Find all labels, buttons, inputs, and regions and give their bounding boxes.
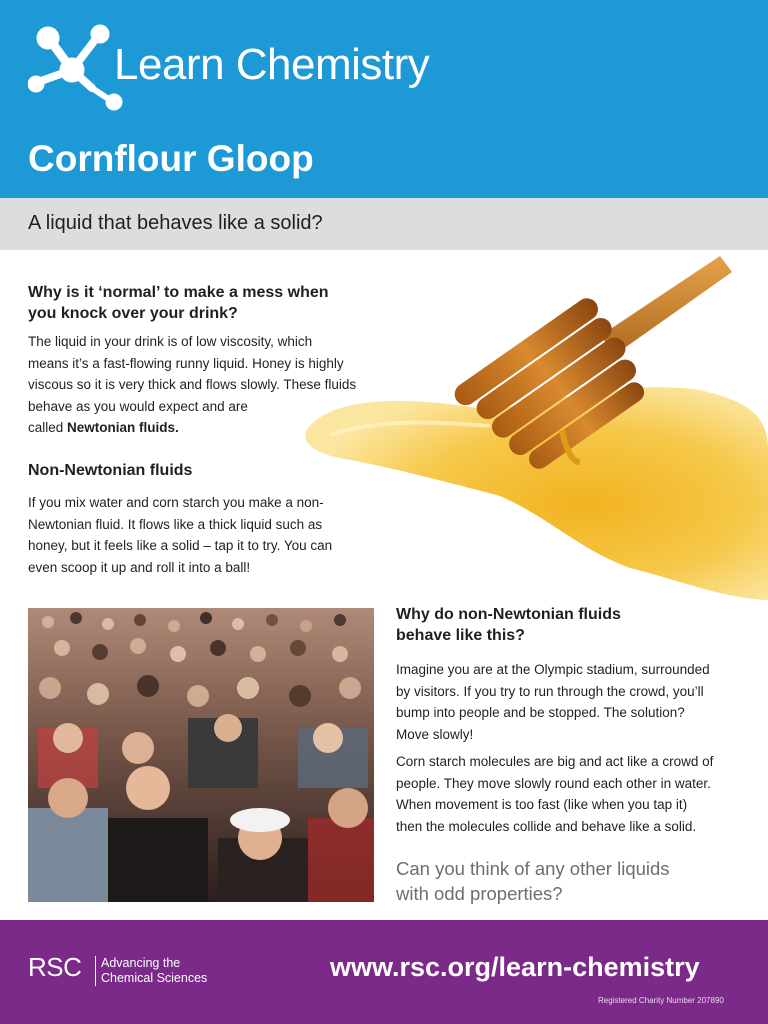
text-fragment: called xyxy=(28,420,68,435)
brand-name: Learn Chemistry xyxy=(114,40,430,89)
text-line: then the molecules collide and behave like a solid. xyxy=(396,818,697,834)
section-heading-normal-mess xyxy=(28,282,329,324)
text-line: Corn starch molecules are big and act like a crowd of xyxy=(396,754,714,769)
tagline-line: Advancing the xyxy=(101,956,181,970)
newtonian-fluids-term: Newtonian fluids. xyxy=(67,420,179,435)
text-line: When movement is too fast (like when you tap it) xyxy=(396,797,688,812)
text-line: Move slowly! xyxy=(396,726,474,742)
text-line: bump into people and be stopped. The solution? xyxy=(396,705,685,720)
text-line: Imagine you are at the Olympic stadium, surrounded xyxy=(396,662,710,677)
rsc-tagline xyxy=(101,956,241,986)
molecule-logo-icon xyxy=(28,22,128,112)
text-line: behave as you would expect and are xyxy=(28,398,248,414)
paragraph-corn-starch xyxy=(28,492,388,578)
crowd-photo-image xyxy=(28,608,374,902)
text-line: people. They move slowly round each other in water. xyxy=(396,775,711,791)
paragraph-olympic-stadium xyxy=(396,659,746,745)
text-line: even scoop it up and roll it into a ball! xyxy=(28,559,251,575)
text-line: Newtonian fluid. It flows like a thick liquid such as xyxy=(28,516,323,532)
rsc-logo: RSC xyxy=(28,952,82,982)
heading-line: behave like this? xyxy=(396,627,525,644)
section-heading-why-behave xyxy=(396,604,621,646)
charity-number: Registered Charity Number 207890 xyxy=(598,996,724,1005)
paragraph-viscosity xyxy=(28,331,388,439)
section-heading-non-newtonian: Non-Newtonian fluids xyxy=(28,462,193,479)
question-line: with odd properties? xyxy=(396,883,563,904)
text-line: If you mix water and corn starch you make a non- xyxy=(28,495,324,510)
website-link[interactable]: www.rsc.org/learn-chemistry xyxy=(330,952,700,982)
heading-line: Why do non-Newtonian fluids xyxy=(396,606,621,623)
heading-line: you knock over your drink? xyxy=(28,305,238,322)
text-line: by visitors. If you try to run through the crowd, you’ll xyxy=(396,683,704,699)
text-line: The liquid in your drink is of low viscosity, which xyxy=(28,334,313,349)
paragraph-corn-starch-molecules xyxy=(396,751,746,837)
rsc-divider xyxy=(95,956,96,986)
text-line xyxy=(28,417,388,439)
tagline-line: Chemical Sciences xyxy=(101,971,208,985)
text-line: viscous so it is very thick and flows slowly. These fluids xyxy=(28,377,357,392)
heading-line: Why is it ‘normal’ to make a mess when xyxy=(28,284,329,301)
question-line: Can you think of any other liquids xyxy=(396,858,670,879)
text-line: means it’s a fast-flowing runny liquid. Honey is highly xyxy=(28,355,344,371)
closing-question xyxy=(396,856,736,906)
text-line: honey, but it feels like a solid – tap it to try. You can xyxy=(28,538,333,553)
page-title: Cornflour Gloop xyxy=(28,138,314,179)
page-subtitle: A liquid that behaves like a solid? xyxy=(28,212,323,234)
